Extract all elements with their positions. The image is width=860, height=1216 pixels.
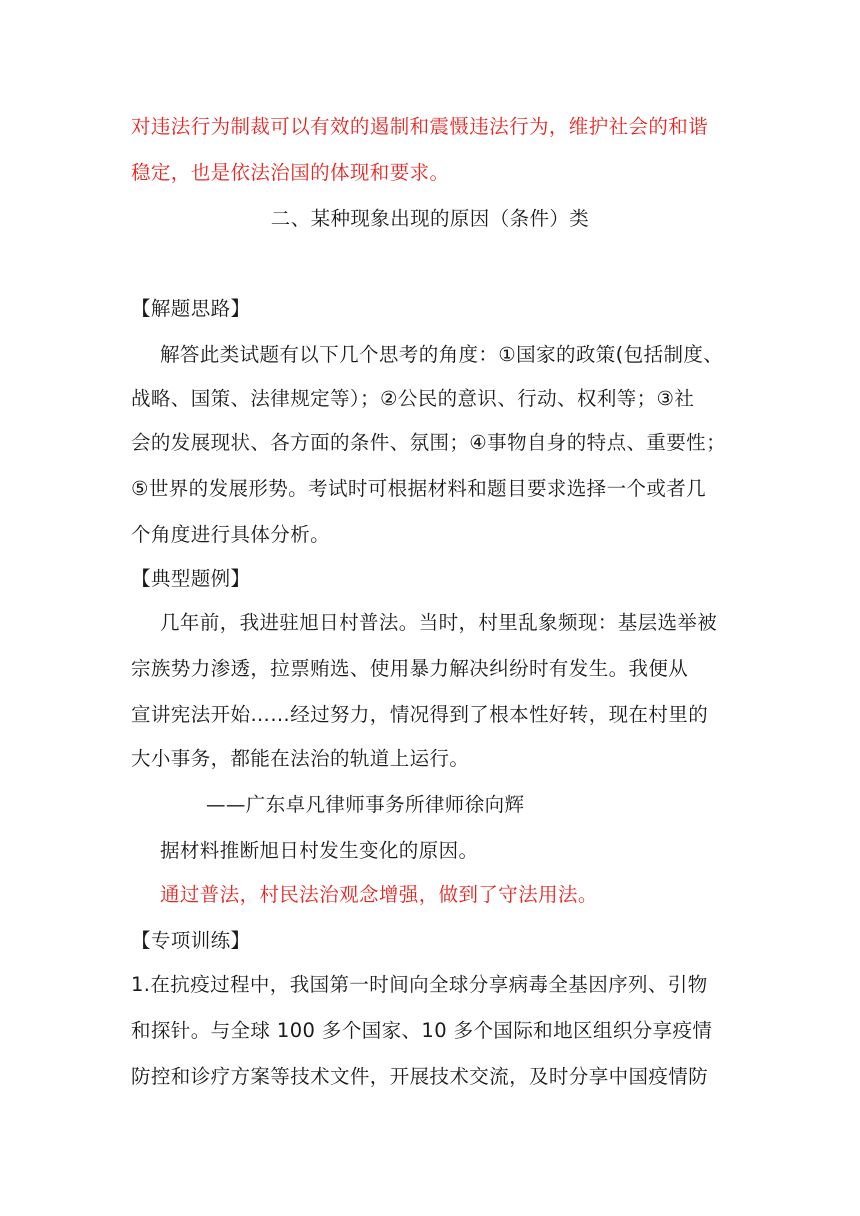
example-signature: ——广东卓凡律师事务所律师徐向辉 xyxy=(206,793,525,816)
section-title: 二、某种现象出现的原因（条件）类 xyxy=(270,207,590,230)
answer-line: 稳定，也是依法治国的体现和要求。 xyxy=(131,161,450,184)
answer-line: 对违法行为制裁可以有效的遏制和震慑违法行为，维护社会的和谐 xyxy=(131,115,709,138)
example-question: 据材料推断旭日村发生变化的原因。 xyxy=(160,839,479,862)
paragraph-line: 防控和诊疗方案等技术文件，开展技术交流，及时分享中国疫情防 xyxy=(131,1065,709,1088)
paragraph-line: 会的发展现状、各方面的条件、氛围；④事物自身的特点、重要性； xyxy=(131,431,726,454)
paragraph-line: ⑤世界的发展形势。考试时可根据材料和题目要求选择一个或者几 xyxy=(131,477,707,500)
paragraph-line: 大小事务，都能在法治的轨道上运行。 xyxy=(131,747,470,770)
paragraph-line: 和探针。与全球 100 多个国家、10 多个国际和地区组织分享疫情 xyxy=(131,1019,713,1042)
paragraph-line: 宣讲宪法开始……经过努力，情况得到了根本性好转，现在村里的 xyxy=(131,703,709,726)
paragraph-line: 几年前，我进驻旭日村普法。当时，村里乱象频现：基层选举被 xyxy=(160,611,718,634)
paragraph-line: 战略、国策、法律规定等）；②公民的意识、行动、权利等；③社 xyxy=(131,387,695,410)
approach-heading: 【解题思路】 xyxy=(131,297,251,320)
paragraph-line: 宗族势力渗透，拉票贿选、使用暴力解决纠纷时有发生。我便从 xyxy=(131,657,689,680)
paragraph-line: 1.在抗疫过程中，我国第一时间向全球分享病毒全基因序列、引物 xyxy=(131,973,708,996)
paragraph-line: 个角度进行具体分析。 xyxy=(131,523,331,546)
paragraph-line: 解答此类试题有以下几个思考的角度：①国家的政策(包括制度、 xyxy=(160,343,724,366)
example-heading: 【典型题例】 xyxy=(131,567,251,590)
example-answer: 通过普法，村民法治观念增强，做到了守法用法。 xyxy=(160,883,598,906)
training-heading: 【专项训练】 xyxy=(131,929,251,952)
